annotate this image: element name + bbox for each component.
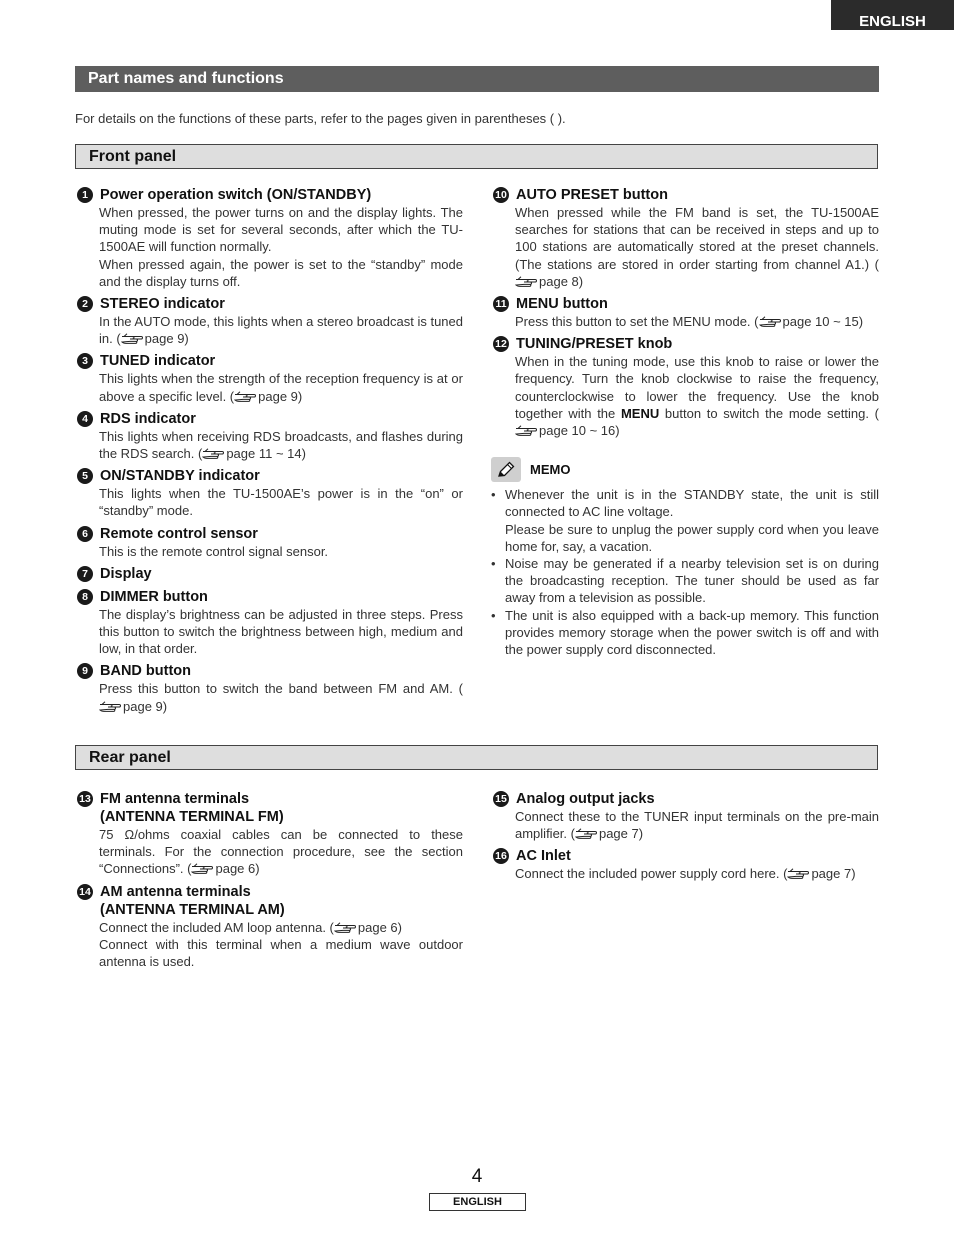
item-description: button to switch the mode setting. ( (659, 405, 879, 421)
number-badge: 8 (77, 589, 93, 605)
rear-panel-heading: Rear panel (75, 745, 878, 770)
item-description: Connect the included power supply cord here. ( (515, 866, 788, 882)
item-title: TUNED indicator (100, 353, 216, 370)
item-fm-antenna-terminals (75, 790, 463, 878)
item-title: BAND button (100, 663, 192, 680)
memo-bullet (491, 486, 879, 555)
item-remote-sensor (75, 525, 463, 560)
intro-text: For details on the functions of these parts, refer to the pages given in parentheses ( ). (75, 111, 566, 126)
memo-text: Please be sure to unplug the power supply cord when you leave home for, say, a vacation. (505, 521, 879, 554)
number-badge: 2 (77, 296, 93, 312)
pointing-hand-icon (787, 868, 809, 879)
front-panel-heading: Front panel (75, 144, 878, 169)
item-rds-indicator (75, 410, 463, 462)
item-band-button (75, 662, 463, 714)
number-badge: 1 (77, 187, 93, 203)
item-description: This lights when the strength of the reception frequency is at or above a specific level. ( (99, 371, 463, 404)
number-badge: 5 (77, 468, 93, 484)
item-description: Connect with this terminal when a medium wave outdoor antenna is used. (99, 936, 463, 970)
number-badge: 12 (493, 336, 509, 352)
front-panel-right-column (491, 186, 879, 658)
number-badge: 14 (77, 884, 93, 900)
pencil-icon (491, 457, 521, 482)
item-title: AC Inlet (516, 848, 571, 865)
page-reference: page 10 ~ 15) (782, 314, 864, 330)
item-on-standby-indicator (75, 467, 463, 519)
item-description: When pressed, the power turns on and the display lights. The muting mode is set for several seconds, after which the TU-1500AE will function normally. (99, 205, 463, 255)
item-description: Press this button to switch the band between FM and AM. ( (99, 681, 463, 697)
memo-box (491, 457, 879, 658)
item-title: AM antenna terminals (100, 883, 251, 900)
page-number: 4 (471, 1166, 483, 1187)
item-description: When pressed again, the power is set to the “standby” mode and the display turns off. (99, 256, 463, 289)
item-description: When in the tuning mode, use this knob to raise or lower the frequency. Turn the knob clockwise to raise the frequency, counterclockwise to lower the frequency. Use the knob together with the (515, 354, 879, 421)
item-title: RDS indicator (100, 410, 196, 427)
item-description: This lights when receiving RDS broadcasts, and flashes during the RDS search. ( (99, 428, 463, 462)
item-title: TUNING/PRESET knob (516, 336, 673, 353)
page-reference: page 9) (258, 388, 303, 404)
page-reference: page 6) (215, 861, 260, 877)
number-badge: 10 (493, 187, 509, 203)
pointing-hand-icon (515, 425, 537, 436)
number-badge: 11 (493, 296, 509, 312)
memo-text: • The unit is also equipped with a back-up memory. This function provides memory storage when the power switch is off and with the power supply cord disconnected. (505, 607, 879, 658)
item-tuning-preset-knob (491, 335, 879, 439)
item-description: This is the remote control signal sensor. (99, 543, 329, 559)
page-reference: page 9) (144, 331, 189, 347)
number-badge: 13 (77, 791, 93, 807)
pointing-hand-icon (99, 701, 121, 712)
pointing-hand-icon (334, 922, 356, 933)
number-badge: 9 (77, 663, 93, 679)
item-subtitle: (ANTENNA TERMINAL FM) (100, 809, 284, 825)
item-description: In the AUTO mode, this lights when a stereo broadcast is tuned in. ( (99, 314, 463, 347)
footer-language-tag: ENGLISH (429, 1193, 526, 1211)
item-ac-inlet (491, 847, 879, 882)
item-title: ON/STANDBY indicator (100, 468, 260, 485)
pointing-hand-icon (575, 828, 597, 839)
item-description: Connect the included AM loop antenna. ( (99, 919, 334, 935)
page-reference: page 11 ~ 14) (226, 446, 306, 462)
item-title: FM antenna terminals (100, 791, 250, 807)
number-badge: 3 (77, 353, 93, 369)
item-title: DIMMER button (100, 588, 208, 605)
pointing-hand-icon (121, 333, 143, 344)
item-auto-preset-button (491, 186, 879, 290)
item-title: MENU button (516, 296, 608, 313)
front-panel-left-column (75, 186, 463, 715)
page-reference: page 9) (123, 698, 168, 714)
language-tab: ENGLISH (831, 0, 954, 30)
item-title: STEREO indicator (100, 296, 225, 313)
rear-panel-right-column (491, 790, 879, 883)
item-am-antenna-terminals (75, 883, 463, 971)
page-reference: page 10 ~ 16) (539, 423, 620, 439)
rear-panel-left-column (75, 790, 463, 970)
number-badge: 16 (493, 848, 509, 864)
item-analog-output-jacks (491, 790, 879, 842)
number-badge: 6 (77, 526, 93, 542)
memo-text: • Whenever the unit is in the STANDBY state, the unit is still connected to AC line voltage. (505, 487, 879, 520)
item-title: Remote control sensor (100, 525, 258, 542)
item-title: Power operation switch (ON/STANDBY) (100, 187, 372, 203)
item-description: Press this button to set the MENU mode. ( (515, 314, 759, 330)
page-reference: page 8) (539, 273, 584, 289)
item-description: This lights when the TU-1500AE’s power is in the “on” or “standby” mode. (99, 486, 463, 519)
item-dimmer-button (75, 588, 463, 658)
number-badge: 7 (77, 566, 93, 582)
pointing-hand-icon (202, 448, 224, 459)
item-menu-button (491, 295, 879, 330)
pointing-hand-icon (234, 391, 256, 402)
pointing-hand-icon (759, 316, 781, 327)
memo-bullet (491, 607, 879, 659)
page-reference: page 6) (357, 919, 402, 935)
item-power-switch (75, 186, 463, 290)
item-description: Connect these to the TUNER input terminals on the pre-main amplifier. ( (515, 809, 879, 842)
page-title: Part names and functions (75, 66, 879, 92)
item-description: 75 Ω/ohms coaxial cables can be connected to these terminals. For the connection procedure, see the section “Connections”. ( (99, 827, 463, 877)
item-subtitle: (ANTENNA TERMINAL AM) (100, 901, 285, 918)
item-title: Analog output jacks (516, 791, 655, 807)
item-description: The display’s brightness can be adjusted in three steps. Press this button to switch the brightness between high, medium and low, in that order. (99, 606, 463, 657)
item-display (75, 565, 463, 583)
number-badge: 15 (493, 791, 509, 807)
item-stereo-indicator (75, 295, 463, 347)
item-tuned-indicator (75, 352, 463, 404)
page-reference: page 7) (811, 866, 856, 882)
item-description: When pressed while the FM band is set, the TU-1500AE searches for stations that can be received in steps and up to 100 stations are automatically stored at the preset channels. (The stations are stored in order starting from channel A1.) ( (515, 205, 879, 272)
menu-keyword: MENU (620, 405, 660, 421)
number-badge: 4 (77, 411, 93, 427)
item-title: AUTO PRESET button (516, 187, 668, 203)
pointing-hand-icon (515, 276, 537, 287)
memo-text: • Noise may be generated if a nearby television set is on during the broadcasting reception. The tuner should be used as far away from a television as possible. (505, 556, 879, 606)
item-title: Display (100, 565, 152, 582)
pointing-hand-icon (191, 863, 213, 874)
memo-label: MEMO (530, 462, 571, 478)
memo-bullet (491, 555, 879, 607)
page-reference: page 7) (598, 826, 644, 842)
